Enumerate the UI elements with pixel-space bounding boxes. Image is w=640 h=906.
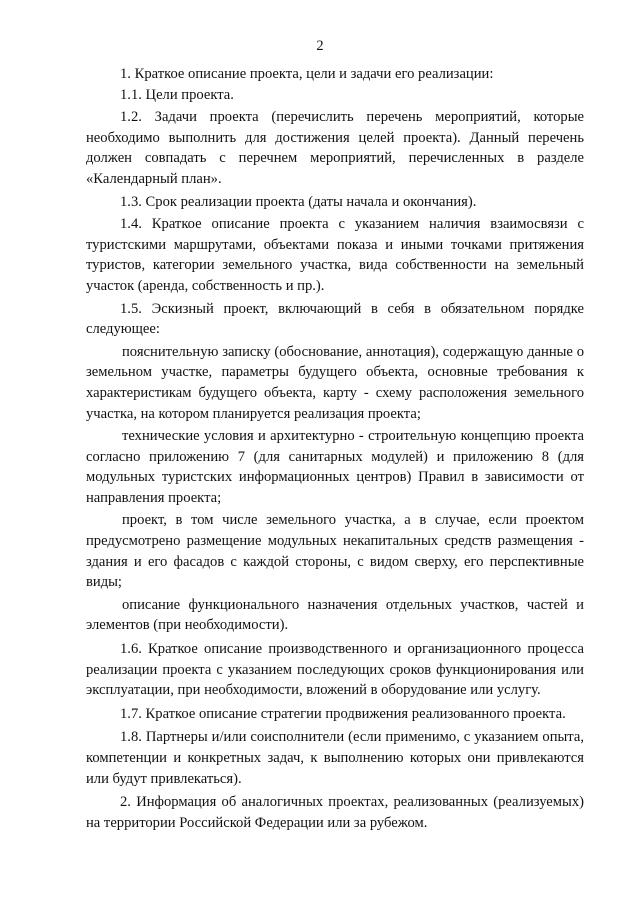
- paragraph-1-8: 1.8. Партнеры и/или соисполнители (если применимо, с указанием опыта, компетенции и конкретных задач, к выполнению которых они привлекаются или будут привлекаться).: [86, 729, 584, 787]
- section-2-heading: 2. Информация об аналогичных проектах, реализованных (реализуемых) на территории Российской Федерации или за рубежом.: [86, 794, 584, 831]
- paragraph-1-7: 1.7. Краткое описание стратегии продвижения реализованного проекта.: [120, 705, 566, 722]
- list-item-explanatory-note: пояснительную записку (обоснование, аннотация), содержащую данные о земельном участке, параметры будущего объекта, основные требования к характеристикам будущего объекта, карту - схему расположения земельного участка, на котором планируется реализация проекта;: [86, 343, 584, 422]
- section-1-heading: 1. Краткое описание проекта, цели и задачи его реализации:: [120, 66, 494, 82]
- paragraph-1-5: 1.5. Эскизный проект, включающий в себя в обязательном порядке следующее:: [86, 300, 584, 338]
- paragraph-1-4: 1.4. Краткое описание проекта с указанием наличия взаимосвязи с туристскими маршрутами, объектами показа и иными точками притяжения туристов, категории земельного участка, вида собственности на земельный участок (аренда, собственность и пр.).: [86, 216, 584, 294]
- list-item-project-drawings: проект, в том числе земельного участка, а в случае, если проектом предусмотрено размещение модульных некапитальных средств размещения - здания и его фасадов с каждой стороны, с видом сверху, его перспективные виды;: [86, 512, 584, 591]
- page-number: 2: [316, 38, 324, 54]
- paragraph-1-3: 1.3. Срок реализации проекта (даты начала и окончания).: [120, 193, 477, 210]
- list-item-functional-description: описание функционального назначения отдельных участков, частей и элементов (при необходимости).: [86, 596, 584, 634]
- paragraph-1-6: 1.6. Краткое описание производственного и организационного процесса реализации проекта с указанием последующих сроков функционирования или эксплуатации, при необходимости, вложений в оборудование или услугу.: [86, 641, 584, 699]
- paragraph-1-1: 1.1. Цели проекта.: [120, 86, 234, 103]
- paragraph-1-2: 1.2. Задачи проекта (перечислить перечень мероприятий, которые необходимо выполнить для достижения целей проекта). Данный перечень должен совпадать с перечнем мероприятий, перечисленных в разделе «Календарный план».: [86, 109, 584, 187]
- list-item-technical-conditions: технические условия и архитектурно - строительную концепцию проекта согласно приложению 7 (для санитарных модулей) и приложению 8 (для модульных туристских информационных центров) Правил в зависимости от направления проекта;: [86, 428, 584, 506]
- document-body: [86, 64, 584, 833]
